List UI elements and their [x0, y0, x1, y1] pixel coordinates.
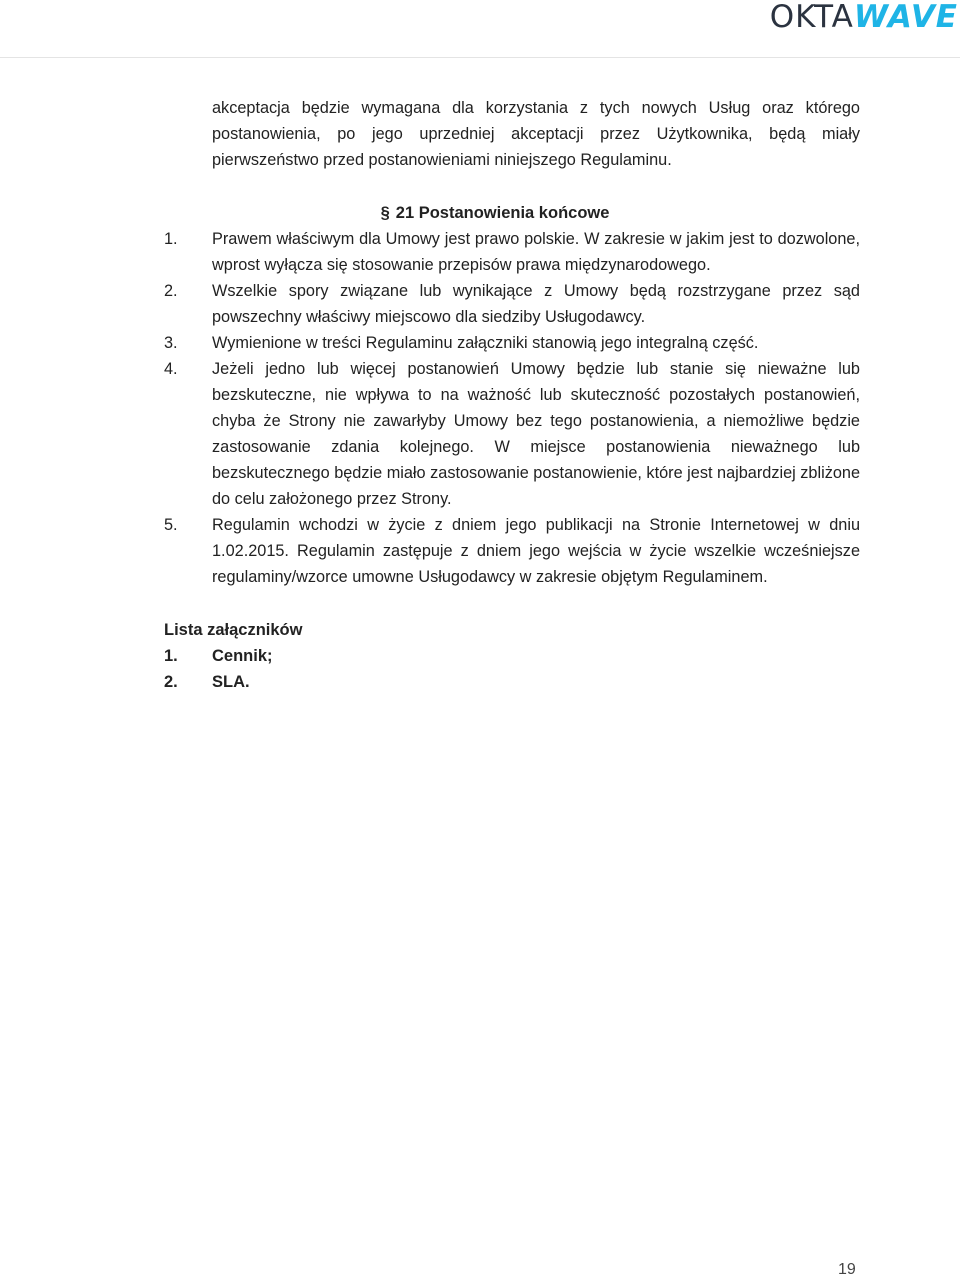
list-item: Wszelkie spory związane lub wynikające z Umowy będą rozstrzygane przez sąd powszechny właściwy miejscowo dla siedziby Usługodawcy. — [212, 282, 860, 326]
section-heading — [0, 200, 960, 226]
item-number: 3. — [164, 334, 178, 352]
logo-text-okta: OKTA — [769, 0, 854, 35]
attachments-title: Lista załączników — [164, 621, 303, 639]
attachment-item: SLA. — [212, 673, 250, 691]
list-item: Jeżeli jedno lub więcej postanowień Umowy będzie lub stanie się nieważne lub bezskuteczne, nie wpływa to na ważność lub skuteczność pozostałych postanowień, chyba że Strony nie zawarłyby Umowy bez tego postanowienia, a niemożliwe będzie zastosowanie zdania kolejnego. W miejsce postanowienia nieważnego lub bezskutecznego będzie miało zastosowanie postanowienie, które jest najbardziej zbliżone do celu założonego przez Strony. — [212, 360, 861, 508]
item-number: 1. — [164, 230, 178, 248]
logo-text-wave: WAVE — [853, 0, 958, 35]
item-number: 4. — [164, 360, 178, 378]
list-item: Regulamin wchodzi w życie z dniem jego publikacji na Stronie Internetowej w dniu 1.02.2015. Regulamin zastępuje z dniem jego wejścia w życie wszelkie wcześniejsze regulaminy/wzorce umowne Usługodawcy w zakresie objętym Regulaminem. — [212, 516, 860, 586]
section-symbol: § — [380, 204, 390, 222]
attachment-item: Cennik; — [212, 647, 273, 665]
item-number: 2. — [164, 282, 178, 300]
header-divider — [0, 57, 960, 58]
list-item: Prawem właściwym dla Umowy jest prawo polskie. W zakresie w jakim jest to dozwolone, wprost wyłącza się stosowanie przepisów prawa międzynarodowego. — [212, 230, 860, 274]
attachment-number: 2. — [164, 673, 178, 691]
list-item: Wymienione w treści Regulaminu załączniki stanowią jego integralną część. — [212, 334, 759, 352]
attachment-number: 1. — [164, 647, 178, 665]
intro-paragraph: akceptacja będzie wymagana dla korzystania z tych nowych Usług oraz którego postanowienia, po jego uprzedniej akceptacji przez Użytkownika, będą miały pierwszeństwo przed postanowieniami niniejszego Regulaminu. — [212, 99, 860, 169]
oktawave-logo — [770, 0, 958, 34]
item-number: 5. — [164, 516, 178, 534]
section-title: 21 Postanowienia końcowe — [395, 204, 610, 222]
page-number: 19 — [838, 1261, 856, 1278]
